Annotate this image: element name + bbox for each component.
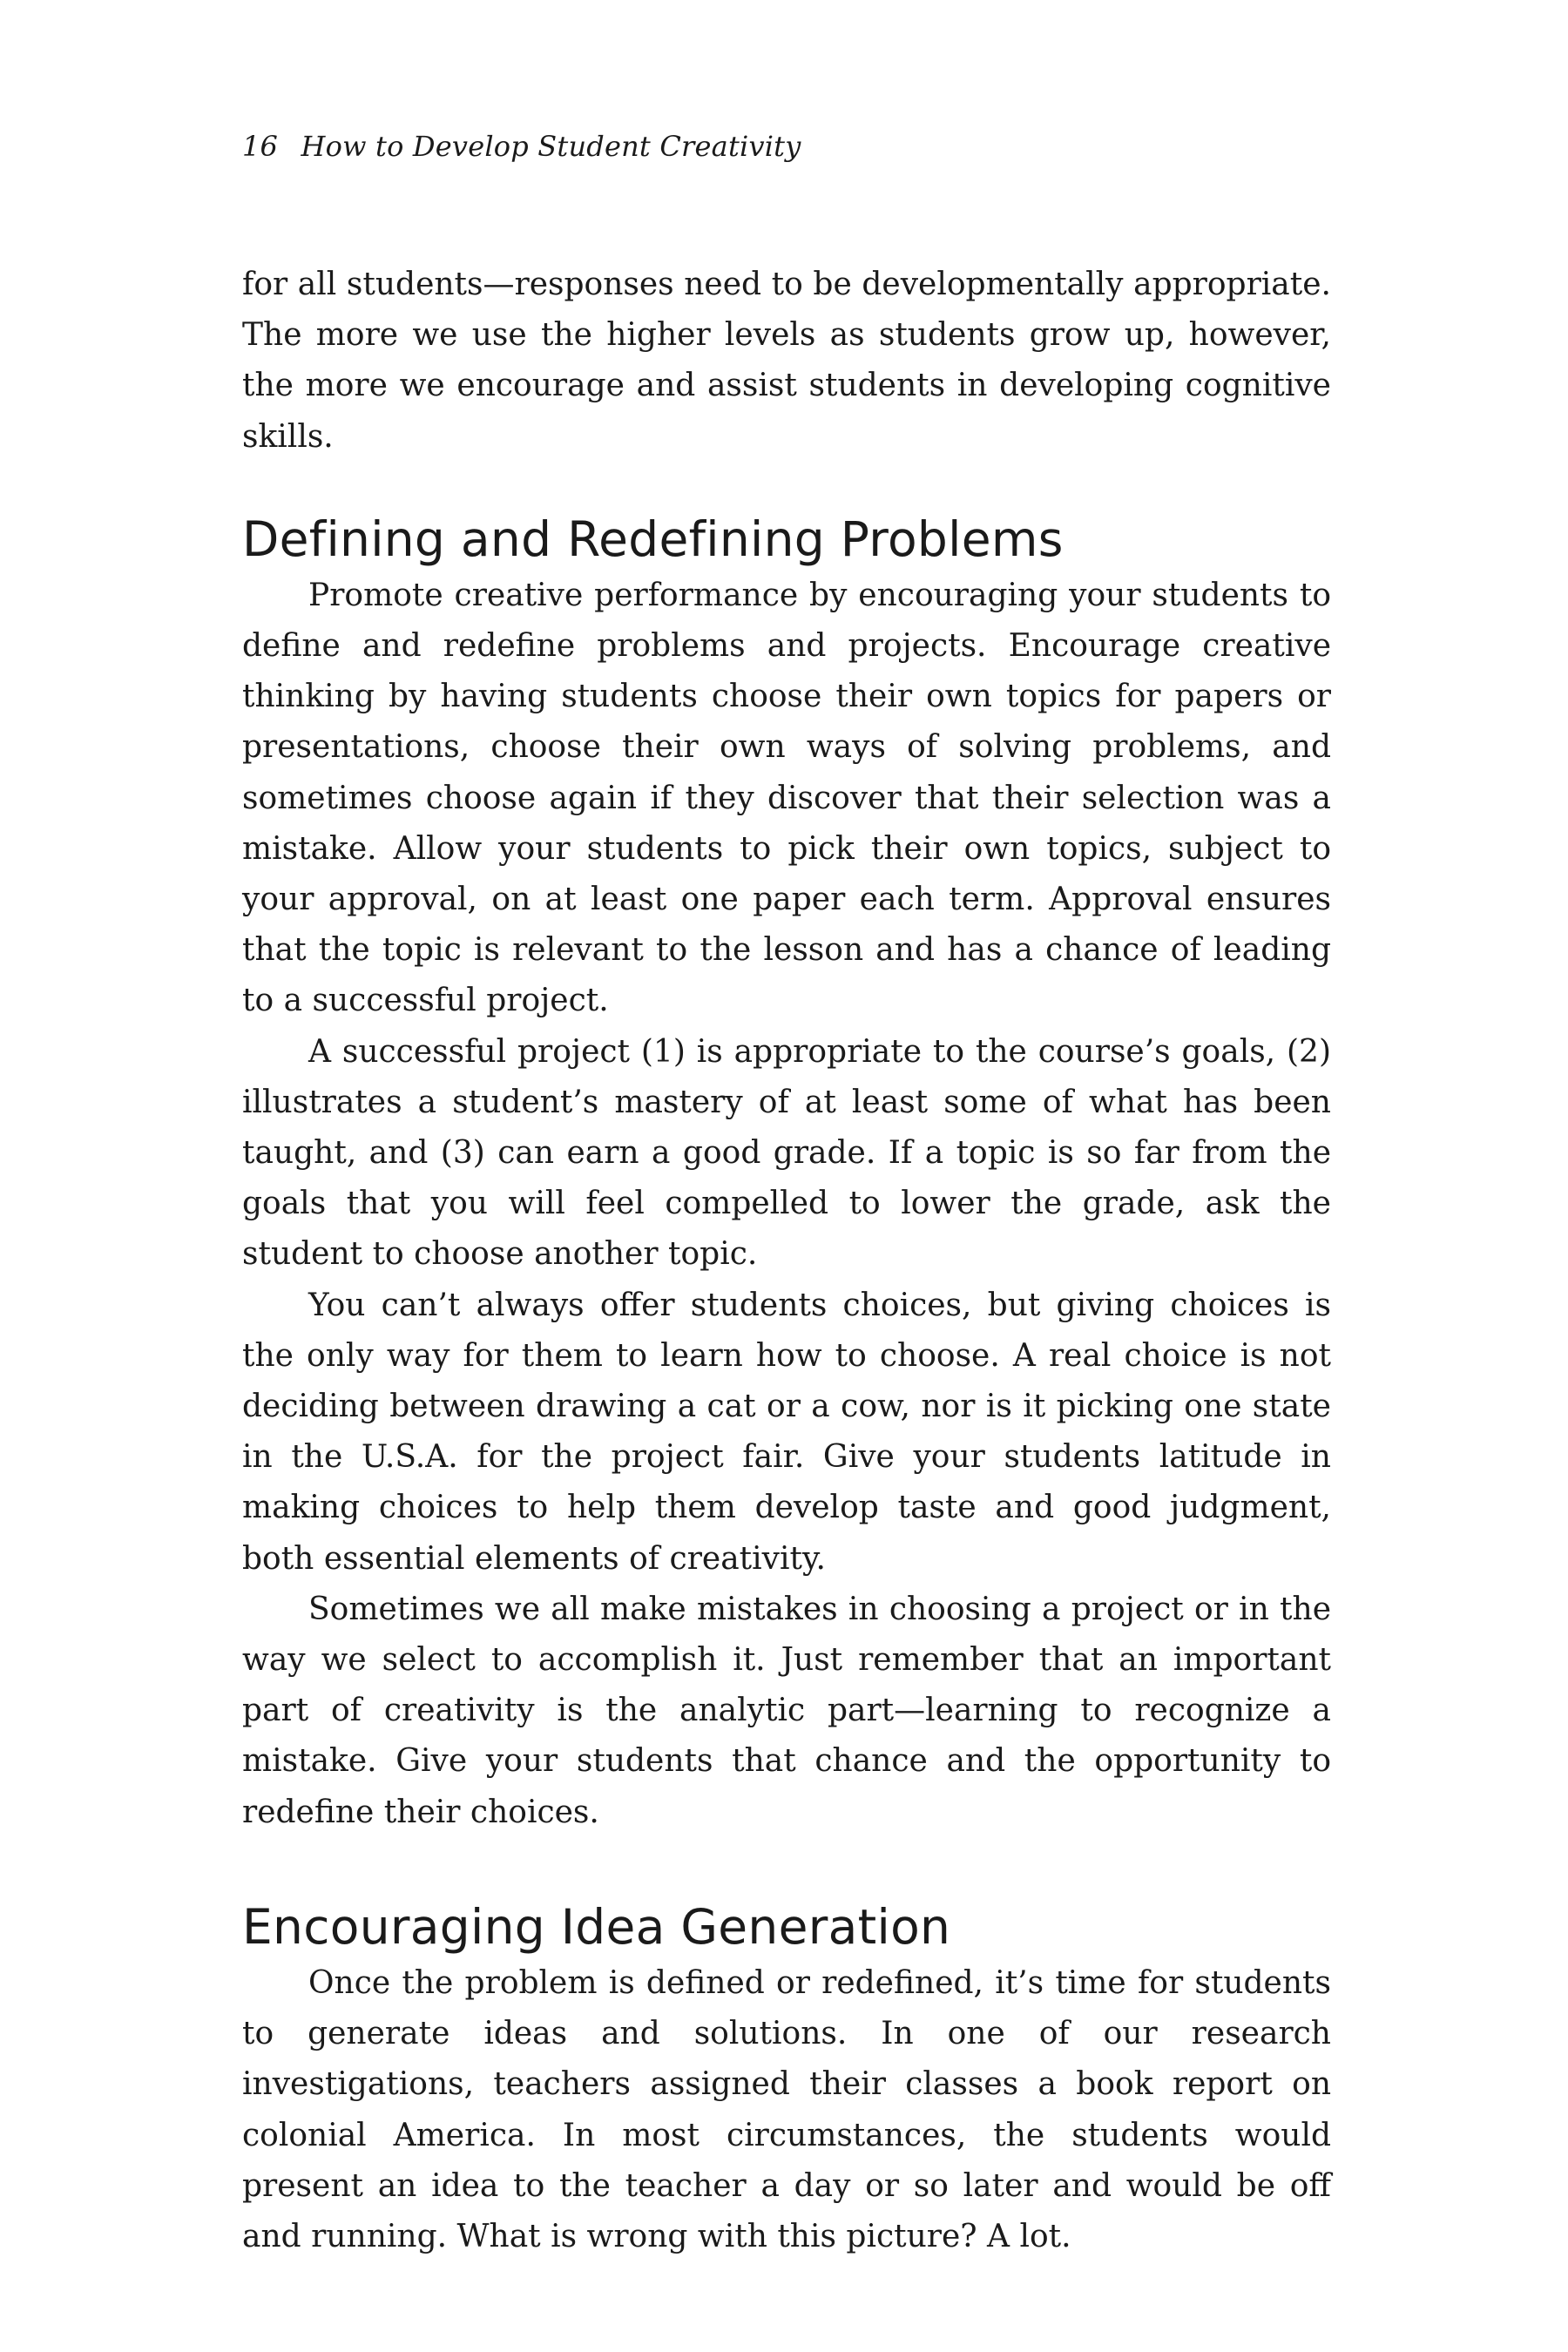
- body-paragraph: A successful project (1) is appropriate to the course’s goals, (2) illustrates a student’s mastery of at least some of what has been taught, and (3) can earn a good grade. If a topic is so far from the goals that you will feel compelled to lower the grade, ask the student to choose another topic.: [242, 1033, 1331, 1273]
- body-paragraph: Once the problem is defined or redefined, it’s time for students to generate ideas and solutions. In one of our research investigations, teachers assigned their classes a book report on colonial America. In most circumstances, the students would present an idea to the teacher a day or so later and would be off and running. What is wrong with this picture? A lot.: [242, 1964, 1331, 2254]
- intro-paragraph: for all students—responses need to be developmentally appropriate. The more we use the higher levels as students grow up, however, the more we encourage and assist students in developing cognitive skills.: [242, 267, 1331, 455]
- book-page: [242, 129, 1331, 2262]
- body-paragraph: You can’t always offer students choices, but giving choices is the only way for them to learn how to choose. A real choice is not deciding between drawing a cat or a cow, nor is it picking one state in the U.S.A. for the project fair. Give your students latitude in making choices to help them develop taste and good judgment, both essential elements of creativity.: [242, 1287, 1331, 1577]
- running-head: [242, 129, 1331, 164]
- page-number: 16: [242, 130, 279, 163]
- section-heading-defining-problems: Defining and Redefining Problems: [242, 510, 1064, 567]
- section-heading-idea-generation: Encouraging Idea Generation: [242, 1898, 951, 1955]
- body-paragraph: Sometimes we all make mistakes in choosing a project or in the way we select to accomplish it. Just remember that an important part of creativity is the analytic part—learning to recognize a mistake. Give your students that chance and the opportunity to redefine their choices.: [242, 1591, 1331, 1830]
- body-paragraph: Promote creative performance by encouraging your students to define and redefine problems and projects. Encourage creative thinking by having students choose their own topics for papers or presentations, choose their own ways of solving problems, and sometimes choose again if they discover that their selection was a mistake. Allow your students to pick their own topics, subject to your approval, on at least one paper each term. Approval ensures that the topic is relevant to the lesson and has a chance of leading to a successful project.: [242, 577, 1331, 1019]
- book-title: How to Develop Student Creativity: [301, 130, 801, 163]
